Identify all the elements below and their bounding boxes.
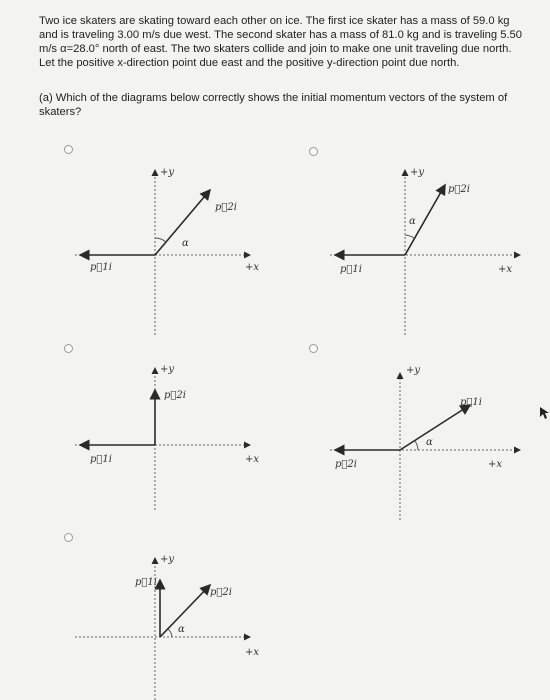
- label-p2: p⃗2i: [215, 202, 237, 213]
- option-c-diagram[interactable]: [60, 350, 280, 520]
- label-p1: p⃗1i: [90, 262, 112, 273]
- alpha-arc: [405, 235, 414, 238]
- option-e-diagram[interactable]: [60, 540, 280, 700]
- alpha-arc: [155, 238, 166, 242]
- label-p2: p⃗2i: [448, 184, 470, 195]
- label-x: +x: [245, 454, 260, 465]
- label-p1: p⃗1i: [340, 264, 362, 275]
- mouse-pointer-icon: [540, 407, 550, 419]
- label-p1: p⃗1i: [460, 397, 482, 408]
- label-p1: p⃗1i: [135, 577, 157, 588]
- alpha-arc: [415, 441, 418, 450]
- label-p1: p⃗1i: [90, 454, 112, 465]
- option-d-radio[interactable]: [309, 344, 318, 353]
- label-alpha: α: [182, 238, 189, 249]
- label-y: +y: [160, 554, 175, 565]
- label-y: +y: [406, 365, 421, 376]
- label-p2: p⃗2i: [210, 587, 232, 598]
- label-alpha: α: [178, 624, 185, 635]
- alpha-arc: [168, 629, 172, 637]
- label-p2: p⃗2i: [335, 459, 357, 470]
- label-p2: p⃗2i: [164, 390, 186, 401]
- option-b-diagram[interactable]: [320, 150, 540, 340]
- label-y: +y: [160, 364, 175, 375]
- label-y: +y: [160, 167, 175, 178]
- label-x: +x: [488, 459, 503, 470]
- option-d-diagram[interactable]: [320, 355, 540, 525]
- p1-vector: [400, 405, 470, 450]
- label-x: +x: [245, 262, 260, 273]
- label-x: +x: [245, 647, 260, 658]
- problem-statement: Two ice skaters are skating toward each other on ice. The first ice skater has a mass of 59.0 kg and is traveling 3.00 m/s due west. The second skater has a mass of 81.0 kg and is traveling 5.50 m/s α=28.0° north of east. The two skaters collide and join to make one unit traveling due north. Let the positive x-direction point due east and the positive y-direction point due north.: [39, 15, 522, 69]
- label-alpha: α: [409, 216, 416, 227]
- option-b-radio[interactable]: [309, 147, 318, 156]
- label-x: +x: [498, 264, 513, 275]
- p2-vector: [160, 585, 210, 637]
- question-prompt: (a) Which of the diagrams below correctly shows the initial momentum vectors of the system of skaters?: [39, 92, 508, 118]
- option-a-diagram[interactable]: [60, 150, 280, 340]
- label-alpha: α: [426, 437, 433, 448]
- label-y: +y: [410, 167, 425, 178]
